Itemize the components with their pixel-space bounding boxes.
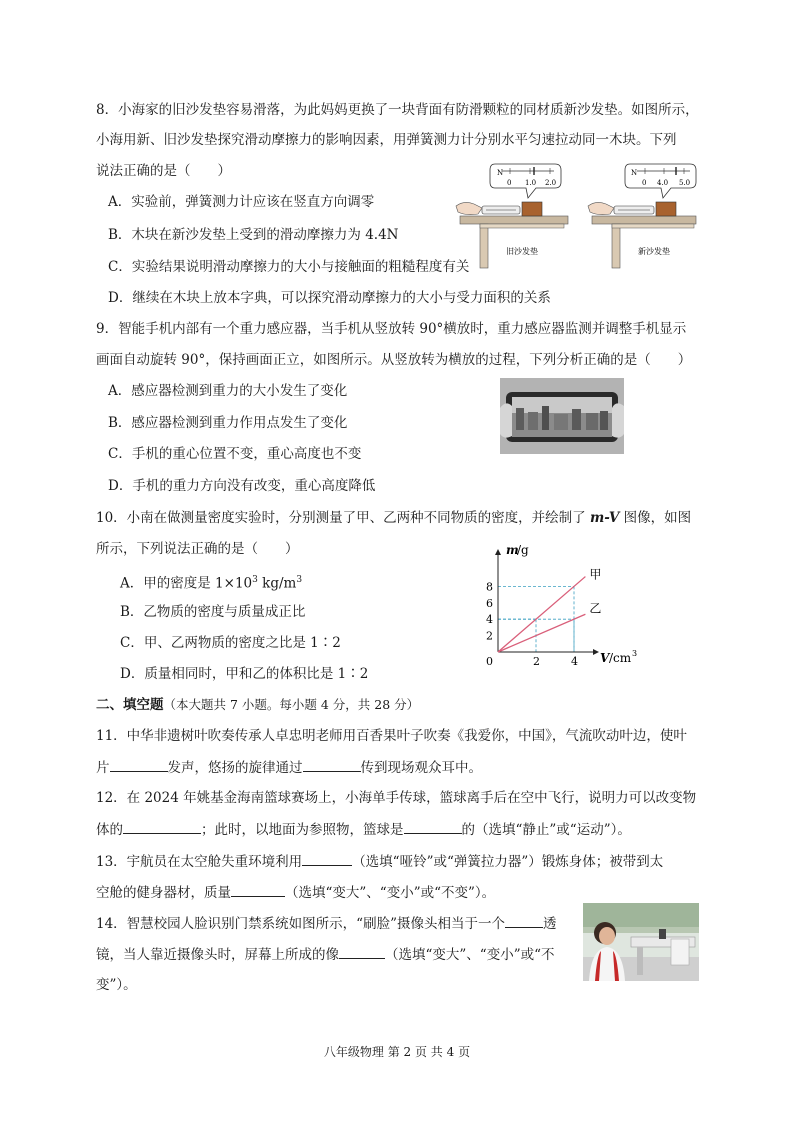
q9-option-d: D．手机的重力方向没有改变，重心高度降低	[108, 478, 376, 494]
q12-line1: 12．在 2024 年姚基金海南篮球赛场上，小海单手传球，篮球离手后在空中飞行，说明力可以改变物	[96, 790, 697, 806]
q8-line1: 8．小海家的旧沙发垫容易滑落，为此妈妈更换了一块背面有防滑颗粒的同材质新沙发垫。如图所示，	[96, 102, 699, 118]
q13-blank-1[interactable]	[302, 851, 352, 866]
series-label-0: 甲	[589, 567, 602, 582]
q12-text-a: 体的	[96, 822, 123, 838]
y-axis-unit: /g	[517, 543, 529, 557]
q14-line3: 变”）。	[96, 977, 137, 993]
q12-line2	[96, 819, 631, 840]
m-v-chart	[470, 540, 650, 670]
q12-blank-2[interactable]	[404, 819, 462, 834]
x-tick-label-0: 0	[486, 655, 493, 668]
svg-text:N: N	[631, 169, 638, 177]
q10-line1-text: 10．小南在做测量密度实验时，分别测量了甲、乙两种不同物质的密度，并绘制了	[96, 510, 590, 526]
q14-blank-2[interactable]	[339, 944, 385, 959]
y-tick-label-3: 8	[486, 580, 493, 594]
section-2-heading	[96, 695, 419, 715]
x-axis-unit: /cm	[609, 651, 632, 665]
q9-option-c: C．手机的重心位置不变，重心高度也不变	[108, 446, 362, 462]
q10-a-text: A．甲的密度是 1×10	[120, 575, 253, 592]
x-tick-label-1: 2	[533, 655, 540, 668]
q14-text-b: 透	[542, 916, 557, 932]
section-2-title: 二、填空题	[96, 697, 164, 713]
q14-text-a: 14．智慧校园人脸识别门禁系统如图所示，“刷脸”摄像头相当于一个	[96, 916, 505, 932]
phone-landscape-photo	[500, 378, 624, 454]
x-axis-unit-exp: 3	[632, 649, 638, 658]
chart-series	[498, 568, 601, 652]
q13-text-d: （选填“变大”、“变小”或“不变”）。	[285, 885, 496, 901]
q13-line1	[96, 851, 663, 872]
x-axis-var: V	[600, 651, 610, 665]
svg-text:N: N	[497, 169, 504, 177]
q12-blank-1[interactable]	[123, 819, 201, 834]
q10-line2: 所示，下列说法正确的是（ ）	[96, 541, 299, 557]
svg-text:0: 0	[507, 179, 512, 187]
face-recognition-gate-photo	[583, 903, 699, 981]
q9-option-a: A．感应器检测到重力的大小发生了变化	[108, 383, 348, 399]
q8-option-a: A．实验前，弹簧测力计应该在竖直方向调零	[108, 194, 375, 210]
q14-blank-1[interactable]	[505, 913, 543, 928]
q10-option-a	[120, 570, 302, 594]
svg-text:4.0: 4.0	[657, 179, 669, 187]
series-label-1: 乙	[589, 601, 602, 616]
section-2-note: （本大题共 7 小题。每小题 4 分，共 28 分）	[163, 697, 420, 712]
y-tick-label-1: 4	[486, 613, 493, 627]
q11-text-b: 发声，悠扬的旋律通过	[167, 760, 303, 776]
y-axis-var: m	[506, 543, 519, 557]
q9-line2: 画面自动旋转 90°，保持画面正立，如图所示。从竖放转为横放的过程，下列分析正确的是（ ）	[96, 352, 692, 368]
q10-a-exp2: 3	[296, 575, 303, 585]
q14-text-d: （选填“变大”、“变小”或“不	[385, 947, 555, 963]
q11-blank-2[interactable]	[303, 757, 361, 772]
old-pad-label: 旧沙发垫	[506, 247, 538, 256]
q10-option-d: D．质量相同时，甲和乙的体积比是 1∶2	[120, 666, 369, 682]
q14-line1	[96, 913, 556, 934]
q12-text-c: 的（选填“静止”或“运动”）。	[461, 822, 631, 838]
svg-text:0: 0	[642, 179, 647, 187]
q9-option-b: B．感应器检测到重力作用点发生了变化	[108, 415, 348, 431]
q10-option-b: B．乙物质的密度与质量成正比	[120, 604, 306, 620]
y-tick-label-2: 6	[486, 596, 493, 610]
new-pad-label: 新沙发垫	[638, 247, 670, 256]
chart-ticks	[486, 580, 578, 668]
q10-a-exp: 3	[252, 575, 258, 585]
q13-text-b: （选填“哑铃”或“弹簧拉力器”）锻炼身体；被带到太	[352, 854, 664, 870]
q8-option-d: D．继续在木块上放本字典，可以探究滑动摩擦力的大小与受力面积的关系	[108, 290, 551, 306]
q12-text-b: ；此时，以地面为参照物，篮球是	[201, 822, 404, 838]
q13-text-a: 13．宇航员在太空舱失重环境利用	[96, 854, 303, 870]
q11-line2	[96, 757, 482, 778]
right-scale-readout	[625, 164, 696, 198]
q10-a-unit: kg/m	[257, 575, 297, 592]
svg-text:2.0: 2.0	[545, 179, 557, 187]
q14-text-c: 镜，当人靠近摄像头时，屏幕上所成的像	[96, 947, 339, 963]
q8-option-c: C．实验结果说明滑动摩擦力的大小与接触面的粗糙程度有关	[108, 259, 470, 275]
q11-text-a: 片	[96, 760, 110, 776]
x-tick-label-2: 4	[571, 655, 578, 668]
q10-option-c: C．甲、乙两物质的密度之比是 1∶2	[120, 635, 341, 651]
q11-line1: 11．中华非遗树叶吹奏传承人卓忠明老师用百香果叶子吹奏《我爱你，中国》，气流吹动叶边，使叶	[96, 728, 687, 744]
q11-blank-1[interactable]	[110, 757, 168, 772]
q14-line2	[96, 944, 555, 965]
svg-text:5.0: 5.0	[679, 179, 691, 187]
q10-line1	[96, 508, 691, 528]
q8-option-b: B．木块在新沙发垫上受到的滑动摩擦力为 4.4N	[108, 227, 399, 243]
q13-blank-2[interactable]	[231, 882, 285, 897]
q10-line1-tail: 图像，如图	[619, 510, 692, 526]
y-tick-label-0: 2	[486, 629, 493, 643]
series-line-1	[498, 614, 585, 652]
q9-line1: 9．智能手机内部有一个重力感应器，当手机从竖放转 90°横放时，重力感应器监测并调整手机显示	[96, 321, 687, 337]
series-line-0	[498, 577, 585, 652]
q10-mv-symbol: m-V	[589, 510, 620, 526]
q13-text-c: 空舱的健身器材，质量	[96, 885, 231, 901]
svg-text:1.0: 1.0	[525, 179, 537, 187]
q13-line2	[96, 882, 495, 903]
q8-line3: 说法正确的是（ ）	[96, 163, 231, 179]
q11-text-c: 传到现场观众耳中。	[360, 760, 482, 776]
friction-experiment-figure	[450, 158, 700, 270]
q8-line2: 小海用新、旧沙发垫探究滑动摩擦力的影响因素，用弹簧测力计分别水平匀速拉动同一木块。下列	[96, 132, 677, 148]
page-footer: 八年级物理 第 2 页 共 4 页	[323, 1045, 471, 1059]
left-scale-readout	[490, 164, 561, 198]
